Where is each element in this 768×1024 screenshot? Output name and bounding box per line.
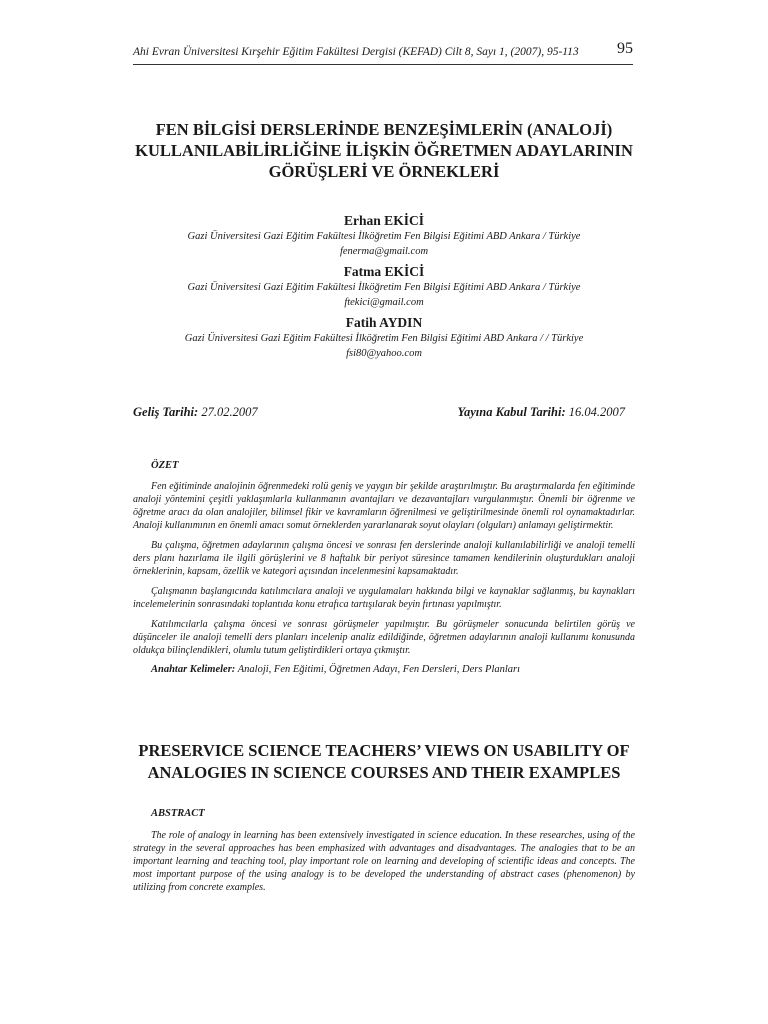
title-line: KULLANILABİLİRLİĞİNE İLİŞKİN ÖĞRETMEN ADAYLARININ	[135, 141, 633, 160]
accepted-value: 16.04.2007	[568, 405, 625, 419]
author-name: Fatih AYDIN	[345, 315, 423, 330]
title-line: FEN BİLGİSİ DERSLERİNDE BENZEŞİMLERİN (ANALOJİ)	[155, 120, 613, 139]
accepted-date	[457, 405, 625, 420]
received-date	[133, 405, 258, 420]
ozet-heading: ÖZET	[151, 460, 179, 471]
english-title-line: ANALOGIES IN SCIENCE COURSES AND THEIR EXAMPLES	[147, 763, 621, 782]
keywords-list: Analoji, Fen Eğitimi, Öğretmen Adayı, Fen Dersleri, Ders Planları	[237, 664, 521, 675]
abstract-heading: ABSTRACT	[151, 808, 205, 819]
author-email[interactable]: fenerma@gmail.com	[339, 246, 429, 257]
title-line: GÖRÜŞLERİ VE ÖRNEKLERİ	[268, 162, 500, 181]
submission-dates	[133, 405, 625, 420]
received-value: 27.02.2007	[201, 405, 258, 419]
abstract-section	[133, 808, 635, 901]
author-name: Erhan EKİCİ	[344, 213, 424, 228]
journal-reference: Ahi Evran Üniversitesi Kırşehir Eğitim Fakültesi Dergisi (KEFAD) Cilt 8, Sayı 1, (2007), 95-113	[133, 46, 579, 58]
author-email[interactable]: fsi80@yahoo.com	[346, 348, 422, 359]
running-header	[133, 40, 633, 65]
ozet-paragraph: Fen eğitiminde analojinin öğrenmedeki rolü geniş ve yaygın bir şekilde araştırılmıştır. Bu araştırmalarda fen eğitiminde analoji yöntemini çeşitli yaklaşımlarla kullanmanın avantajları ve dezavantajları vurgulanmıştır. Önemli bir öğrenme ve öğretme aracı da olan analojiler, bilimsel fikir ve kavramların öğrenilmesi ve geliştirilmesinde önemli rol oynamaktadırlar. Analoji kullanımının en önemli amacı somut örneklerden yararlanarak soyut olayları (olguları) anlamayı geliştirmektir.	[133, 481, 635, 531]
english-title	[80, 740, 688, 784]
author-3	[80, 314, 688, 361]
received-label: Geliş Tarihi:	[133, 405, 199, 419]
author-name: Fatma EKİCİ	[343, 264, 425, 279]
article-title	[80, 119, 688, 182]
abstract-paragraph: The role of analogy in learning has been extensively investigated in science education. In these researches, using of the strategy in the several approaches has been emphasized with advantages and disadvantages. The analogies that to be an important learning and teaching tool, play important role on learning and developing of scientific ideas and concepts. The most important purpose of the using analogy is to be developed the understanding of abstract cases (phenomenon) by utilizing from concrete examples.	[133, 830, 635, 893]
author-affiliation: Gazi Üniversitesi Gazi Eğitim Fakültesi İlköğretim Fen Bilgisi Eğitimi ABD Ankara / Türkiye	[187, 282, 581, 293]
ozet-section	[133, 460, 635, 675]
author-email[interactable]: ftekici@gmail.com	[344, 297, 424, 308]
author-1	[80, 212, 688, 259]
author-affiliation: Gazi Üniversitesi Gazi Eğitim Fakültesi İlköğretim Fen Bilgisi Eğitimi ABD Ankara / Türkiye	[187, 231, 581, 242]
accepted-label: Yayına Kabul Tarihi:	[457, 405, 566, 419]
author-2	[80, 263, 688, 310]
author-affiliation: Gazi Üniversitesi Gazi Eğitim Fakültesi İlköğretim Fen Bilgisi Eğitimi ABD Ankara / / Türkiye	[184, 333, 584, 344]
english-title-line: PRESERVICE SCIENCE TEACHERS’ VIEWS ON USABILITY OF	[138, 741, 630, 760]
ozet-paragraph: Bu çalışma, öğretmen adaylarının çalışma öncesi ve sonrası fen derslerinde analoji kullanılabilirliği ve analoji temelli ders planı hazırlama ile ilgili görüşlerini ve 8 haftalık bir periyot süresince tamamen kendilerinin oluşturdukları analoji örneklerinin, kapsam, özellik ve kategori açısından incelenmesini kapsamaktadır.	[133, 540, 635, 577]
ozet-paragraph: Çalışmanın başlangıcında katılımcılara analoji ve uygulamaları hakkında bilgi ve kaynaklar sağlanmış, bu kaynakları incelemelerinin sonrasındaki toplantıda konu etrafıca tartışılarak beyin fırtınası yapılmıştır.	[133, 586, 635, 610]
keywords	[133, 664, 635, 675]
ozet-paragraph: Katılımcılarla çalışma öncesi ve sonrası görüşmeler yapılmıştır. Bu görüşmeler sonucunda belirtilen görüş ve düşünceler ile analoji temelli ders planları incelenip analiz edildiğinde, öğretmen adaylarının analoji kullanımı konusunda oldukça bilinçlendikleri, olumlu tutum geliştirdikleri ortaya çıkmıştır.	[133, 619, 635, 656]
page-number: 95	[617, 40, 633, 57]
keywords-label: Anahtar Kelimeler:	[151, 664, 236, 675]
